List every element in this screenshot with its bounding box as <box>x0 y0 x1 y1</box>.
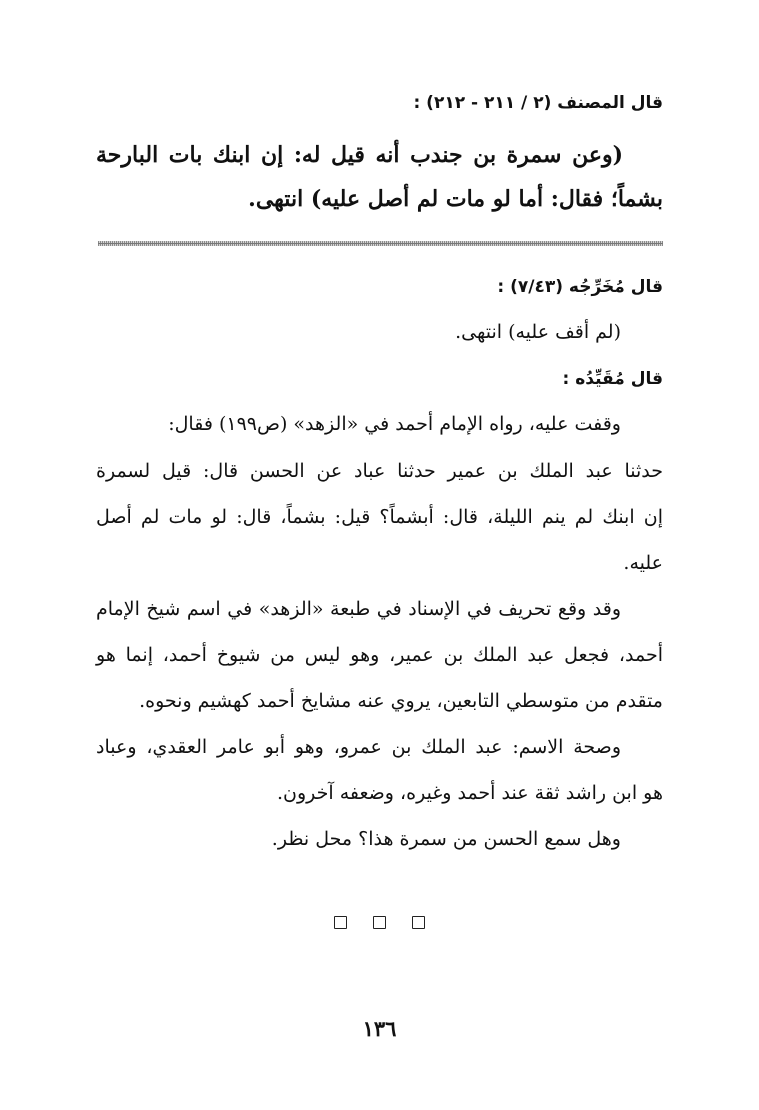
paragraph-line: أحمد، فجعل عبد الملك بن عمير، وهو ليس من شيوخ أحمد، إنما هو <box>96 644 663 666</box>
takhrij-heading: قال مُخَرِّجُه (٧/٤٣) : <box>497 277 663 297</box>
paragraph-line: متقدم من متوسطي التابعين، يروي عنه مشايخ أحمد كهشيم ونحوه. <box>139 690 663 712</box>
section-divider <box>98 241 663 246</box>
paragraph-line: وهل سمع الحسن من سمرة هذا؟ محل نظر. <box>271 828 621 850</box>
paragraph-line: وقفت عليه، رواه الإمام أحمد في «الزهد» (ص١٩٩) فقال: <box>168 413 621 435</box>
quoted-text-line-1: (وعن سمرة بن جندب أنه قيل له: إن ابنك بات البارحة <box>96 142 623 168</box>
section-end-ornament <box>0 916 759 929</box>
paragraph-line: هو ابن راشد ثقة عند أحمد وغيره، وضعفه آخرون. <box>276 782 663 804</box>
quoted-text-line-2: بشماً؛ فقال: أما لو مات لم أصل عليه) انتهى. <box>248 186 663 212</box>
page-number: ١٣٦ <box>362 1016 397 1041</box>
author-heading: قال المصنف (٢ / ٢١١ - ٢١٢) : <box>413 93 663 113</box>
square-ornament-icon <box>373 916 386 929</box>
paragraph-line: إن ابنك لم ينم الليلة، قال: أبشماً؟ قيل: بشماً، قال: لو مات لم أصل <box>96 506 663 528</box>
paragraph-line: حدثنا عبد الملك بن عمير حدثنا عباد عن الحسن قال: قيل لسمرة <box>96 460 663 482</box>
paragraph-line: وصحة الاسم: عبد الملك بن عمرو، وهو أبو عامر العقدي، وعباد <box>96 736 621 758</box>
square-ornament-icon <box>334 916 347 929</box>
paragraph-line: وقد وقع تحريف في الإسناد في طبعة «الزهد» في اسم شيخ الإمام <box>96 598 621 620</box>
square-ornament-icon <box>412 916 425 929</box>
takhrij-text: (لم أقف عليه) انتهى. <box>455 321 621 343</box>
commentator-heading: قال مُقَيِّدُه : <box>562 369 663 389</box>
paragraph-line: عليه. <box>623 552 663 574</box>
